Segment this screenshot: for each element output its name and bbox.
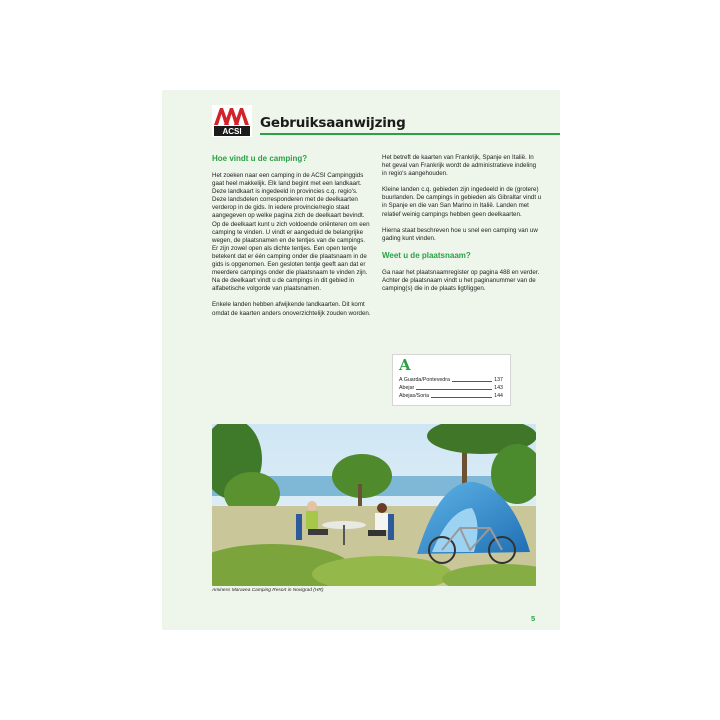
page-title: Gebruiksaanwijzing <box>260 115 406 131</box>
index-page-number: 144 <box>494 393 503 399</box>
body-paragraph: Enkele landen hebben afwijkende landkaarten. Dit komt omdat de kaarten anders onoverzichtelijk zouden worden. <box>212 301 371 317</box>
index-place-name: Abejar <box>399 385 415 391</box>
title-underline <box>260 133 560 135</box>
page-number: 5 <box>531 614 536 623</box>
document-page <box>162 90 560 630</box>
acsi-logo <box>212 105 252 137</box>
right-column <box>382 154 542 301</box>
section-heading-placename: Weet u de plaatsnaam? <box>382 250 471 260</box>
section-heading-find-camping: Hoe vindt u de camping? <box>212 154 308 163</box>
left-column <box>212 154 372 326</box>
index-place-name: Abejas/Soria <box>399 393 430 399</box>
body-paragraph: Hierna staat beschreven hoe u snel een camping van uw gading kunt vinden. <box>382 226 538 242</box>
place-index-example <box>392 354 511 406</box>
logo-text: ACSI <box>222 127 242 137</box>
leader-line <box>452 377 492 382</box>
index-row <box>399 385 503 391</box>
photo-caption: Aminess Maravea Camping Resort in Novigrad (HR) <box>212 588 324 593</box>
page-header <box>212 105 560 145</box>
index-place-name: A Guarda/Pontevedra <box>399 377 450 383</box>
body-paragraph: Het betreft de kaarten van Frankrijk, Spanje en Italië. In het geval van Frankrijk wordt de administratieve indeling in regio's aangehouden. <box>382 154 537 178</box>
index-page-number: 137 <box>494 377 503 383</box>
leader-line <box>431 393 492 398</box>
body-paragraph: Het zoeken naar een camping in de ACSI Campinggids gaat heel makkelijk. Elk land begint met een landkaart. Deze landkaart is ingedeeld in provincies c.q. regio's. Deze landsdelen corresponderen met de deelkaarten verderop in de gids. In iedere provincie/regio staat aangegeven op welke pagina zich de deelkaart bevindt. Op de deelkaart kunt u zich voldoende oriënteren om een camping te vinden. U vindt er aangeduid de belangrijke wegen, de plaatsnamen en de tentjes van de campings. Er zijn zowel open als dichte tentjes. Een open tentje betekent dat er één camping onder die plaatsnaam in de gids is opgenomen. Een gesloten tentje geeft aan dat er meerdere campings onder die plaatsnaam te vinden zijn. Na de deelkaart vindt u de campings in dit gebied in alfabetische volgorde van plaatsnamen. <box>212 172 370 293</box>
index-page-number: 143 <box>494 385 503 391</box>
index-letter: A <box>399 356 411 374</box>
campsite-photo <box>212 424 536 586</box>
leader-line <box>416 385 492 390</box>
body-paragraph: Kleine landen c.q. gebieden zijn ingedeeld in de (grotere) buurlanden. De campings in gebieden als Gibraltar vindt u in Spanje en die van San Marino in Italië. Landen met relatief weinig campings hebben geen deelkaarten. <box>382 186 542 218</box>
index-row <box>399 393 503 399</box>
body-paragraph: Ga naar het plaatsnaamregister op pagina 488 en verder. Achter de plaatsnaam vindt u het paginanummer van de camping(s) die in de plaats ligt/liggen. <box>382 268 540 293</box>
index-row <box>399 377 503 383</box>
